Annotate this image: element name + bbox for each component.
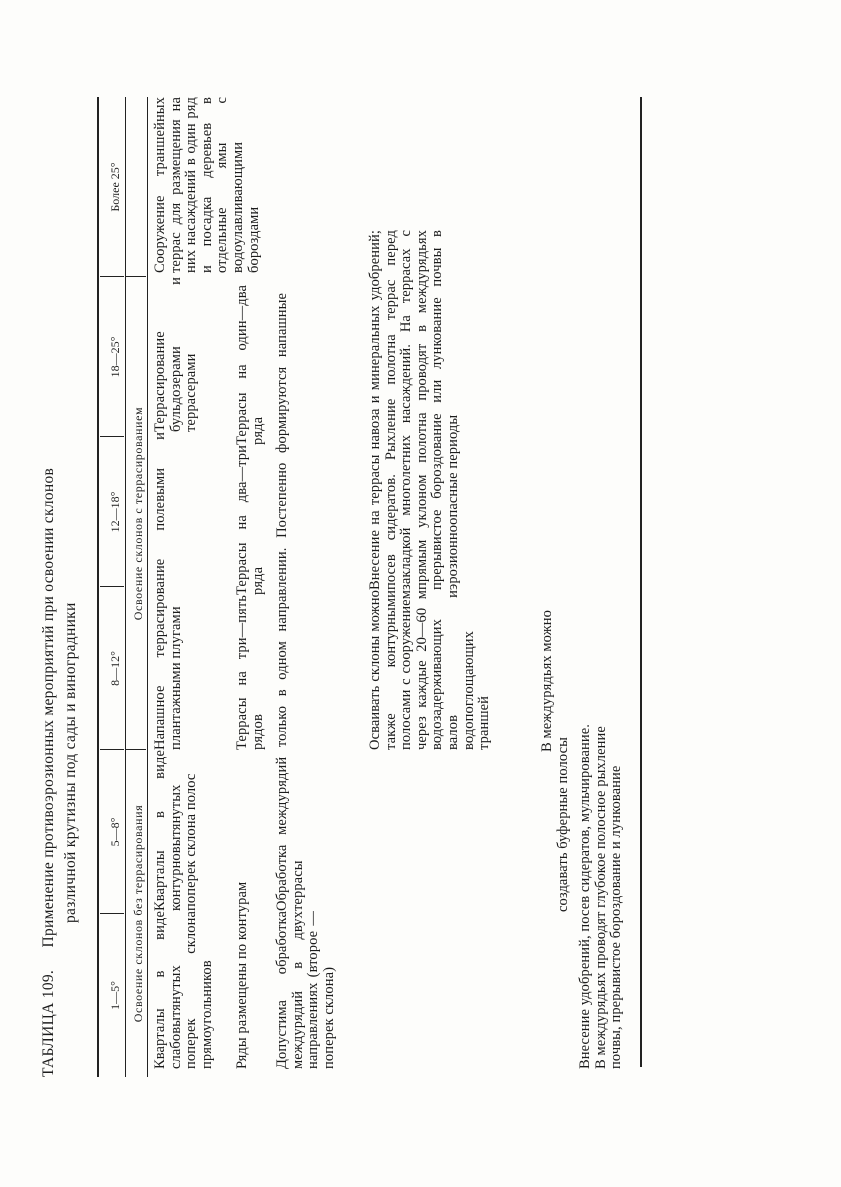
table-top-rule	[97, 97, 99, 1077]
col-header-5: 18—25°	[108, 336, 122, 378]
table-title	[40, 77, 58, 1077]
cell-r4-c46: Внесение на террасы навоза и минеральных удобрений; посев сидератов. Рыхление полотна террас перед закладкой многолетних насаждений. На террасах с прямым уклоном полотна проводят в междурядьях прерывистое бороздование или лункование почвы в эрозионноопасные периоды	[367, 230, 461, 590]
table-title-line2: различной крутизны под сады и виноградники	[62, 602, 79, 923]
col-header-6: Более 25°	[108, 162, 122, 212]
col-header-4: 12—18°	[108, 491, 122, 533]
cell-r2-c12: Ряды размещены по контурам	[234, 881, 250, 1069]
cell-r3-c26: Обработка междурядий только в одном направлении. Постепенно формируются напашные террасы	[274, 293, 306, 911]
cell-r1-c2: Кварталы в виде контурновытянутых поперек склона полос	[152, 750, 200, 911]
cell-r2-c3: Террасы на три—пять рядов	[234, 595, 266, 750]
cell-r6	[578, 509, 625, 1069]
cell-r6-line1: Внесение удобрений, посев сидератов, мульчирование.	[577, 724, 593, 1069]
cell-r2-c5: Террасы на один—два ряда	[234, 285, 266, 445]
cell-r4-c3: Осваивать склоны можно также контурными полосами с сооружением через каждые 20—60 м водозадерживающих валов и водопоглощающих траншей	[367, 590, 493, 750]
cell-r5-c23: В междурядьях можно создавать буферные полосы	[539, 609, 571, 912]
cell-r2-c4: Террасы на два—три ряда	[234, 445, 266, 595]
cell-r1-c6: Сооружение траншейных террас для размещения на них насаждений в один ряд и посадка деревьев в отдельные ямы с водоулавливающими бороздами	[152, 97, 262, 273]
cell-r1-c1: Кварталы в виде слабовытянутых поперек склона прямоугольников	[152, 911, 215, 1069]
header-divider	[125, 97, 126, 1077]
col-header-3: 8—12°	[108, 651, 122, 686]
table-number: ТАБЛИЦА 109.	[40, 969, 57, 1077]
group-no-terraces: Освоение склонов без террасирования	[131, 804, 145, 1023]
group-terraces: Освоение склонов с террасированием	[131, 406, 145, 621]
col-header-1: 1—5°	[108, 981, 122, 1010]
cell-r6-line2: В междурядьях проводят глубокое полосное рыхление	[592, 726, 609, 1069]
cell-r3-c1: Допустима обработка междурядий в двух направлениях (второе — поперек склона)	[274, 911, 337, 1069]
cell-r6-line3: почвы, прерывистое бороздование и лункование	[608, 765, 625, 1069]
cell-r1-c3: Напашное террасирование полевыми и плантажными плугами	[152, 432, 184, 750]
table-bottom-rule	[640, 97, 642, 1067]
subheader-divider	[147, 97, 148, 1077]
col-header-2: 5—8°	[108, 817, 122, 847]
cell-r1-c5: Террасирование бульдозерами и террасерами	[152, 277, 200, 432]
table-title-line1: Применение противоэрозионных мероприятий при освоении склонов	[40, 467, 57, 948]
